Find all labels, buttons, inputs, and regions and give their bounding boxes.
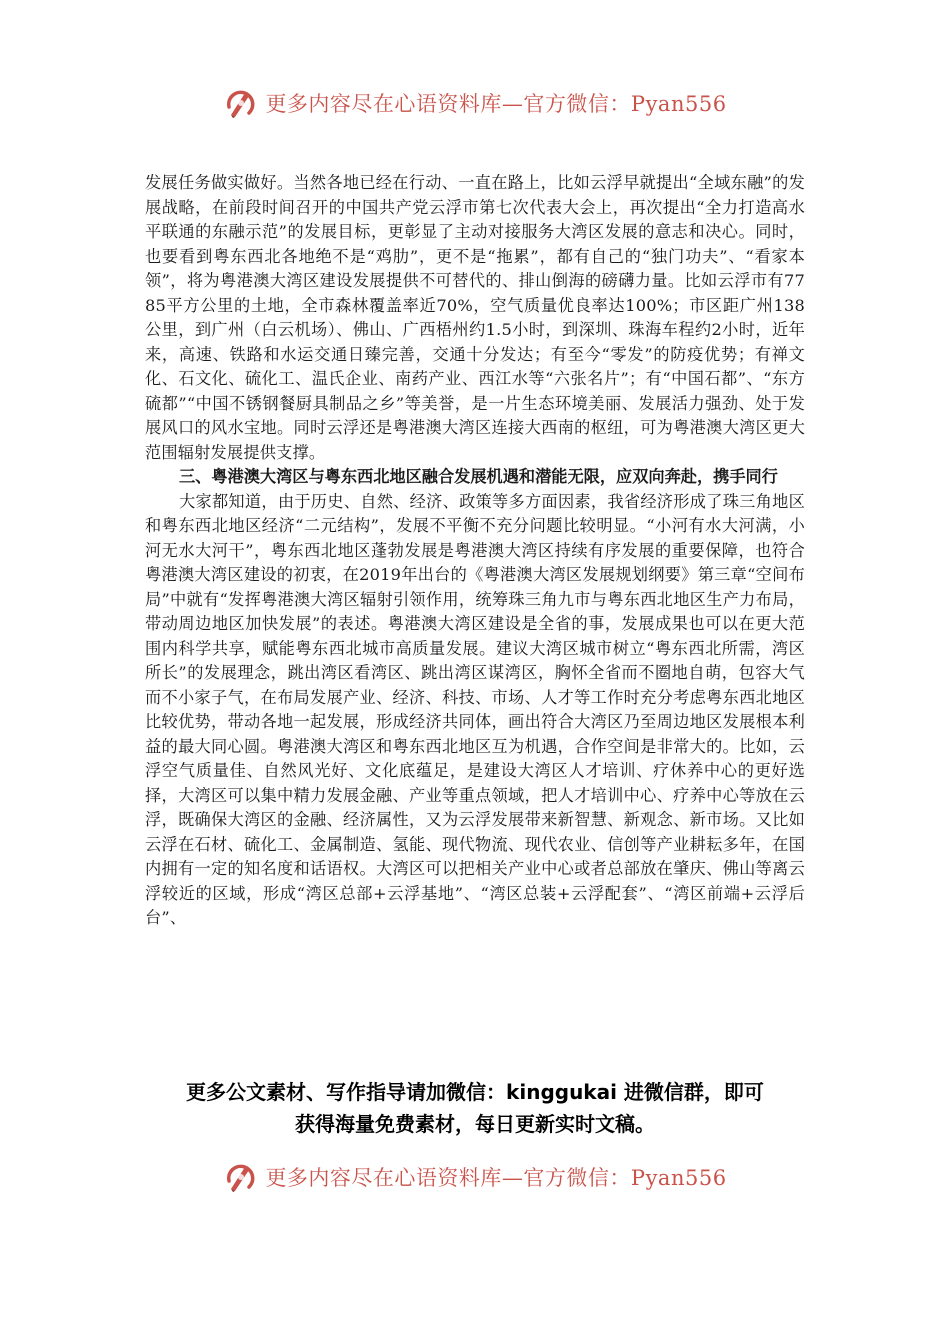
pen-circle-logo-icon xyxy=(223,85,259,121)
footer-banner-inner xyxy=(223,1159,726,1195)
body-paragraph-2: 大家都知道，由于历史、自然、经济、政策等多方面因素，我省经济形成了珠三角地区和粤东西北地区经济“二元结构”，发展不平衡不充分问题比较明显。“小河有水大河满，小河无水大河干”，粤东西北地区蓬勃发展是粤港澳大湾区持续有序发展的重要保障，也符合粤港澳大湾区建设的初衷，在2019年出台的《粤港澳大湾区发展规划纲要》第三章“空间布局”中就有“发挥粤港澳大湾区辐射引领作用，统筹珠三角九市与粤东西北地区生产力布局，带动周边地区加快发展”的表述。粤港澳大湾区建设是全省的事，发展成果也可以在更大范围内科学共享，赋能粤东西北城市高质量发展。建议大湾区城市树立“粤东西北所需，湾区所长”的发展理念，跳出湾区看湾区、跳出湾区谋湾区，胸怀全省而不圈地自萌，包容大气而不小家子气，在布局发展产业、经济、科技、市场、人才等工作时充分考虑粤东西北地区比较优势，带动各地一起发展，形成经济共同体，画出符合大湾区乃至周边地区发展根本利益的最大同心圆。粤港澳大湾区和粤东西北地区互为机遇，合作空间是非常大的。比如，云浮空气质量佳、自然风光好、文化底蕴足，是建设大湾区人才培训、疗休养中心的更好选择，大湾区可以集中精力发展金融、产业等重点领域，把人才培训中心、疗养中心等放在云浮，既确保大湾区的金融、经济属性，又为云浮发展带来新智慧、新观念、新市场。又比如云浮在石材、硫化工、金属制造、氢能、现代物流、现代农业、信创等产业耕耘多年，在国内拥有一定的知名度和话语权。大湾区可以把相关产业中心或者总部放在肇庆、佛山等离云浮较近的区域，形成“湾区总部+云浮基地”、“湾区总装+云浮配套”、“湾区前端+云浮后台”、 xyxy=(145,491,805,927)
promo-notice-line-2: 获得海量免费素材，每日更新实时文稿。 xyxy=(295,1112,655,1136)
header-banner-text: 更多内容尽在心语资料库—官方微信：Pyan556 xyxy=(265,92,727,116)
footer-banner-text: 更多内容尽在心语资料库—官方微信：Pyan556 xyxy=(265,1166,727,1190)
header-banner xyxy=(0,78,950,128)
footer-banner xyxy=(0,1152,950,1202)
header-banner-inner xyxy=(223,85,726,121)
promo-notice xyxy=(0,1076,950,1140)
document-body xyxy=(145,171,805,931)
section-heading-3: 三、粤港澳大湾区与粤东西北地区融合发展机遇和潜能无限，应双向奔赴，携手同行 xyxy=(179,467,778,486)
pen-circle-logo-icon xyxy=(223,1159,259,1195)
body-paragraph-1: 发展任务做实做好。当然各地已经在行动、一直在路上，比如云浮早就提出“全域东融”的发展战略，在前段时间召开的中国共产党云浮市第七次代表大会上，再次提出“全力打造高水平联通的东融示范”的发展目标，更彰显了主动对接服务大湾区发展的意志和决心。同时，也要看到粤东西北各地绝不是“鸡肋”，更不是“拖累”，都有自己的“独门功夫”、“看家本领”，将为粤港澳大湾区建设发展提供不可替代的、排山倒海的磅礴力量。比如云浮市有7785平方公里的土地，全市森林覆盖率近70%，空气质量优良率达100%；市区距广州138公里，到广州（白云机场）、佛山、广西梧州约1.5小时，到深圳、珠海车程约2小时，近年来，高速、铁路和水运交通日臻完善，交通十分发达；有至今“零发”的防疫优势；有禅文化、石文化、硫化工、温氏企业、南药产业、西江水等“六张名片”；有“中国石都”、“东方硫都”“中国不锈钢餐厨具制品之乡”等美誉，是一片生态环境美丽、发展活力强劲、处于发展风口的风水宝地。同时云浮还是粤港澳大湾区连接大西南的枢纽，可为粤港澳大湾区更大范围辐射发展提供支撑。 xyxy=(145,173,805,462)
promo-notice-line-1: 更多公文素材、写作指导请加微信：kinggukai 进微信群，即可 xyxy=(186,1080,764,1104)
